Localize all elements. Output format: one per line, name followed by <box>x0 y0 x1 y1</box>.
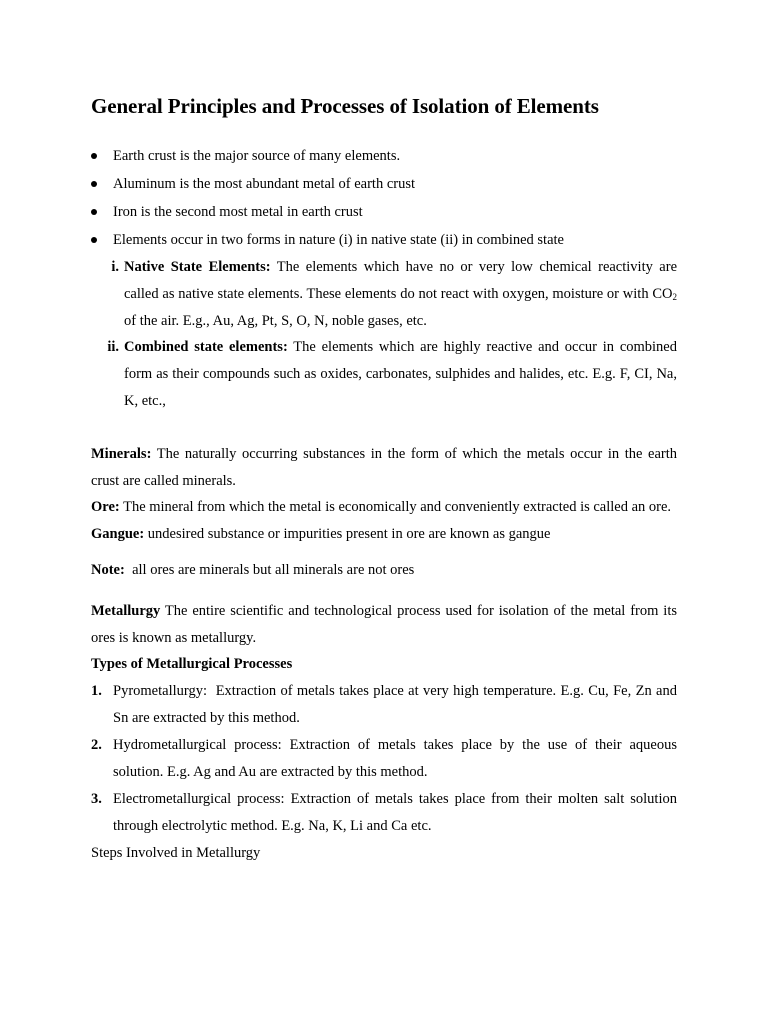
definition-text: The entire scientific and technological process used for isolation of the metal from its ores is known as metallurgy. <box>91 602 677 646</box>
list-marker: ii. <box>107 339 119 356</box>
term-native-state: Native State Elements: <box>124 259 271 275</box>
section-heading-types <box>91 651 677 678</box>
section-heading-steps: Steps Involved in Metallurgy <box>91 845 261 862</box>
subscript: 2 <box>672 291 677 302</box>
bullet-icon <box>91 209 97 215</box>
definition-text: undesired substance or impurities present in ore are known as gangue <box>144 526 551 543</box>
element-forms-list <box>91 254 677 415</box>
bullet-icon <box>91 153 97 159</box>
term-gangue: Gangue: <box>91 526 145 543</box>
bullet-text: Aluminum is the most abundant metal of earth crust <box>113 176 416 192</box>
item-text: Electrometallurgical process: Extraction of metals takes place from their molten salt solution through electrolytic method. E.g. Na, K, Li and Ca etc. <box>113 791 677 835</box>
list-item <box>91 142 677 170</box>
heading-text: Types of Metallurgical Processes <box>91 656 293 673</box>
term-minerals: Minerals: <box>91 445 152 462</box>
term-note: Note: <box>91 561 125 578</box>
list-item <box>91 198 677 226</box>
paragraph-note <box>91 557 677 584</box>
paragraph-minerals <box>91 441 677 495</box>
item-text: Pyrometallurgy: Extraction of metals takes place at very high temperature. E.g. Cu, Fe, Zn and Sn are extracted by this method. <box>113 683 681 727</box>
bullet-icon <box>91 181 97 187</box>
bullet-text: Elements occur in two forms in nature (i) in native state (ii) in combined state <box>113 232 564 248</box>
paragraph-gangue <box>91 521 677 548</box>
bullet-text: Iron is the second most metal in earth crust <box>113 204 363 220</box>
bullet-text: Earth crust is the major source of many elements. <box>113 148 401 164</box>
list-marker: 2. <box>91 737 102 754</box>
paragraph-metallurgy <box>91 598 677 652</box>
paragraph-ore <box>91 494 677 521</box>
term-metallurgy: Metallurgy <box>91 602 161 619</box>
metallurgy-types-list <box>91 678 681 840</box>
bullet-icon <box>91 237 97 243</box>
list-item-native-state <box>91 254 677 334</box>
bullet-list <box>91 142 677 254</box>
definition-text: The elements which are highly reactive and occur in combined form as their compounds such as oxides, carbonates, sulphides and halides, etc. E.g. F, CI, Na, K, etc., <box>124 339 677 409</box>
term-ore: Ore: <box>91 499 120 516</box>
definition-text: The naturally occurring substances in the form of which the metals occur in the earth crust are called minerals. <box>91 445 677 489</box>
item-text: Hydrometallurgical process: Extraction of metals takes place by the use of their aqueous solution. E.g. Ag and Au are extracted by this method. <box>113 737 677 781</box>
list-item-combined-state <box>91 334 677 414</box>
list-item <box>91 786 677 840</box>
definition-text: The elements which have no or very low chemical reactivity are called as native state elements. These elements do not react with oxygen, moisture or with CO <box>124 259 678 302</box>
list-marker: i. <box>111 259 119 275</box>
list-item <box>91 678 681 732</box>
page-title: General Principles and Processes of Isolation of Elements <box>91 94 599 118</box>
list-item <box>91 732 677 786</box>
definition-text-cont: of the air. E.g., Au, Ag, Pt, S, O, N, noble gases, etc. <box>124 312 427 329</box>
definition-text: The mineral from which the metal is economically and conveniently extracted is called an ore. <box>119 499 672 516</box>
list-item <box>91 170 677 198</box>
list-item <box>91 226 677 254</box>
term-combined-state: Combined state elements: <box>124 339 288 356</box>
list-marker: 1. <box>91 683 102 700</box>
note-text: all ores are minerals but all minerals are not ores <box>124 561 415 578</box>
list-marker: 3. <box>91 791 102 808</box>
